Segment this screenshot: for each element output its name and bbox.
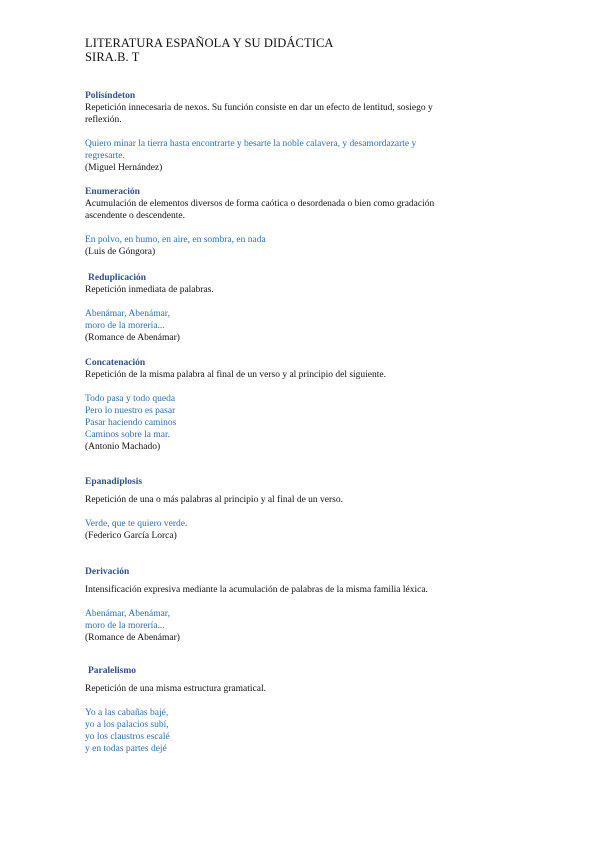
section-paralelismo: [85, 683, 485, 755]
example-line: Yo a las cabañas bajé,: [85, 708, 169, 718]
example-author: (Romance de Abenámar): [85, 333, 180, 343]
term-heading: Concatenación: [85, 358, 146, 368]
section-concatenacion: [85, 357, 485, 453]
term-heading: Reduplicación: [88, 273, 147, 283]
example-line: Pasar haciendo caminos: [85, 418, 177, 428]
term-heading: Paralelismo: [88, 666, 137, 676]
example-line: Todo pasa y todo queda: [85, 394, 176, 404]
section-epanadiplosis: [85, 476, 485, 542]
term-heading: Derivación: [85, 567, 130, 577]
definition-line: Repetición inmediata de palabras.: [85, 285, 214, 295]
term-heading: Polisíndeton: [85, 91, 136, 101]
example-author: (Luis de Góngora): [85, 247, 156, 257]
example-author: (Federico García Lorca): [85, 531, 177, 541]
example-line: Quiero minar la tierra hasta encontrarte y besarte la noble calavera, y desamordazarte y: [85, 139, 417, 149]
example-author: (Antonio Machado): [85, 442, 161, 452]
course-title: LITERATURA ESPAÑOLA Y SU DIDÁCTICA: [85, 36, 334, 50]
example-line: moro de la morería...: [85, 621, 165, 631]
example-line: regresarte.: [85, 151, 125, 161]
section-reduplicacion-body: [85, 284, 485, 344]
definition-line: Acumulación de elementos diversos de forma caótica o desordenada o bien como gradación: [85, 199, 435, 209]
example-author: (Romance de Abenámar): [85, 633, 180, 643]
section-polisindeton: [85, 90, 485, 174]
definition-line: Repetición de una misma estructura gramatical.: [85, 684, 266, 694]
document-header: [85, 36, 334, 64]
section-reduplicacion: [85, 272, 488, 284]
section-derivacion: [85, 566, 485, 644]
example-line: Pero lo nuestro es pasar: [85, 406, 176, 416]
example-line: Abenámar, Abenámar,: [85, 309, 170, 319]
definition-line: reflexión.: [85, 115, 122, 125]
term-heading: Epanadiplosis: [85, 477, 143, 487]
example-author: (Miguel Hernández): [85, 163, 163, 173]
term-heading: Enumeración: [85, 187, 140, 197]
definition-line: Intensificación expresiva mediante la acumulación de palabras de la misma familia léxica.: [85, 585, 428, 595]
example-line: y en todas partes dejé: [85, 744, 167, 754]
example-line: Verde, que te quiero verde.: [85, 519, 188, 529]
section-enumeracion: [85, 186, 485, 258]
example-line: yo a los palacios subí,: [85, 720, 169, 730]
example-line: moro de la morería...: [85, 321, 165, 331]
author-initials: SIRA.B. T: [85, 50, 140, 64]
example-line: Caminos sobre la mar.: [85, 430, 170, 440]
section-paralelismo-heading: [85, 665, 488, 677]
example-line: En polvo, en humo, en aire, en sombra, en nada: [85, 235, 266, 245]
definition-line: Repetición de la misma palabra al final de un verso y al principio del siguiente.: [85, 370, 387, 380]
example-line: yo los claustros escalé: [85, 732, 170, 742]
definition-line: Repetición innecesaria de nexos. Su función consiste en dar un efecto de lentitud, sosiego y: [85, 103, 433, 113]
example-line: Abenámar, Abenámar,: [85, 609, 170, 619]
definition-line: Repetición de una o más palabras al principio y al final de un verso.: [85, 495, 344, 505]
definition-line: ascendente o descendente.: [85, 211, 185, 221]
